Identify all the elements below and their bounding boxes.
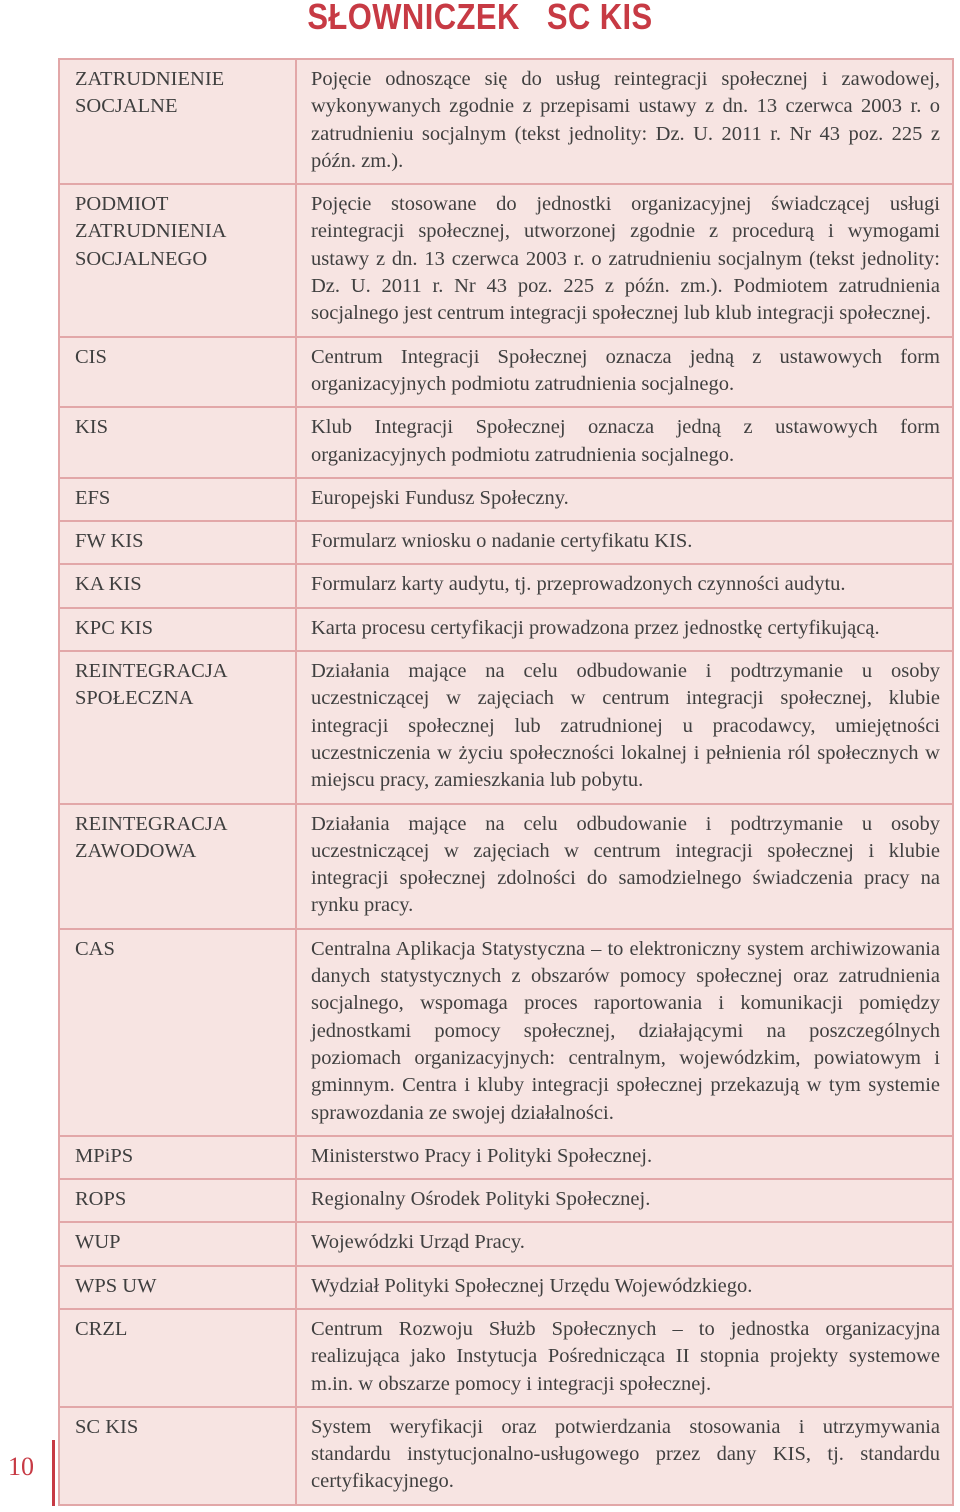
glossary-term: KIS	[59, 407, 296, 478]
table-row	[59, 929, 953, 1136]
glossary-definition: Centrum Rozwoju Służb Społecznych – to jednostka organizacyjna realizująca jako Instytucja Pośrednicząca II stopnia projekty systemowe m.in. w obszarze pomocy i integracji społecznej.	[296, 1309, 953, 1407]
glossary-term: MPiPS	[59, 1136, 296, 1179]
table-row	[59, 521, 953, 564]
glossary-definition: Wojewódzki Urząd Pracy.	[296, 1222, 953, 1265]
glossary-definition: Działania mające na celu odbudowanie i podtrzymanie u osoby uczestniczącej w zajęciach w centrum integracji społecznej i klubie integracji społecznej zdolności do samodzielnego świadczenia pracy na rynku pracy.	[296, 804, 953, 929]
table-row	[59, 478, 953, 521]
table-row	[59, 407, 953, 478]
table-row	[59, 59, 953, 184]
glossary-definition: Karta procesu certyfikacji prowadzona przez jednostkę certyfikującą.	[296, 608, 953, 651]
glossary-definition: Formularz karty audytu, tj. przeprowadzonych czynności audytu.	[296, 564, 953, 607]
glossary-term: ROPS	[59, 1179, 296, 1222]
table-row	[59, 1266, 953, 1309]
table-row	[59, 608, 953, 651]
page-title: SŁOWNICZEK SC KIS	[307, 0, 653, 37]
table-row	[59, 651, 953, 803]
page-number-divider	[52, 1440, 55, 1506]
glossary-definition: Regionalny Ośrodek Polityki Społecznej.	[296, 1179, 953, 1222]
glossary-definition: Pojęcie stosowane do jednostki organizacyjnej świadczącej usługi reintegracji społecznej, utworzonej zgodnie z procedurą i wymogami ustawy z dn. 13 czerwca 2003 r. o zatrudnieniu socjalnym (tekst jednolity: Dz. U. 2011 r. Nr 43 poz. 225 z późn. zm.). Podmiotem zatrudnienia socjalnego jest centrum integracji społecznej lub klub integracji społecznej.	[296, 184, 953, 336]
glossary-term: KPC KIS	[59, 608, 296, 651]
table-row	[59, 1222, 953, 1265]
table-row	[59, 337, 953, 408]
glossary-term: CRZL	[59, 1309, 296, 1407]
table-row	[59, 1179, 953, 1222]
glossary-term: WUP	[59, 1222, 296, 1265]
glossary-definition: Wydział Polityki Społecznej Urzędu Wojewódzkiego.	[296, 1266, 953, 1309]
glossary-term: KA KIS	[59, 564, 296, 607]
table-row	[59, 184, 953, 336]
glossary-definition: System weryfikacji oraz potwierdzania stosowania i utrzymywania standardu instytucjonalno-usługowego przez dany KIS, tj. standardu certyfikacyjnego.	[296, 1407, 953, 1505]
glossary-term: PODMIOT ZATRUDNIENIA SOCJALNEGO	[59, 184, 296, 336]
page-number: 10	[8, 1452, 34, 1481]
glossary-term: CIS	[59, 337, 296, 408]
glossary-term: CAS	[59, 929, 296, 1136]
glossary-definition: Europejski Fundusz Społeczny.	[296, 478, 953, 521]
glossary-term: FW KIS	[59, 521, 296, 564]
glossary-term: REINTEGRACJA ZAWODOWA	[59, 804, 296, 929]
table-row	[59, 1309, 953, 1407]
glossary-definition: Centrum Integracji Społecznej oznacza jedną z ustawowych form organizacyjnych podmiotu zatrudnienia socjalnego.	[296, 337, 953, 408]
table-row	[59, 1136, 953, 1179]
glossary-table	[58, 58, 954, 1506]
glossary-definition: Pojęcie odnoszące się do usług reintegracji społecznej i zawodowej, wykonywanych zgodnie z przepisami ustawy z dn. 13 czerwca 2003 r. o zatrudnieniu socjalnym (tekst jednolity: Dz. U. 2011 r. Nr 43 poz. 225 z późn. zm.).	[296, 59, 953, 184]
glossary-term: SC KIS	[59, 1407, 296, 1505]
glossary-definition: Formularz wniosku o nadanie certyfikatu KIS.	[296, 521, 953, 564]
glossary-definition: Działania mające na celu odbudowanie i podtrzymanie u osoby uczestniczącej w zajęciach w centrum integracji społecznej, klubie integracji społecznej lub zatrudnionej u pracodawcy, umiejętności uczestniczenia w życiu społeczności lokalnej i pełnienia ról społecznych w miejscu pracy, zamieszkania lub pobytu.	[296, 651, 953, 803]
glossary-term: REINTEGRACJA SPOŁECZNA	[59, 651, 296, 803]
table-row	[59, 564, 953, 607]
glossary-definition: Centralna Aplikacja Statystyczna – to elektroniczny system archiwizowania danych statystycznych z obszarów pomocy społecznej oraz zatrudnienia socjalnego, wspomaga proces raportowania i komunikacji pomiędzy jednostkami pomocy społecznej, działającymi na poszczególnych poziomach organizacyjnych: centralnym, wojewódzkim, powiatowym i gminnym. Centra i kluby integracji społecznej przekazują w tym systemie sprawozdania ze swojej działalności.	[296, 929, 953, 1136]
table-row	[59, 1407, 953, 1505]
glossary-term: WPS UW	[59, 1266, 296, 1309]
glossary-definition: Klub Integracji Społecznej oznacza jedną z ustawowych form organizacyjnych podmiotu zatrudnienia socjalnego.	[296, 407, 953, 478]
table-row	[59, 804, 953, 929]
glossary-definition: Ministerstwo Pracy i Polityki Społecznej.	[296, 1136, 953, 1179]
glossary-term: ZATRUDNIENIE SOCJALNE	[59, 59, 296, 184]
glossary-term: EFS	[59, 478, 296, 521]
